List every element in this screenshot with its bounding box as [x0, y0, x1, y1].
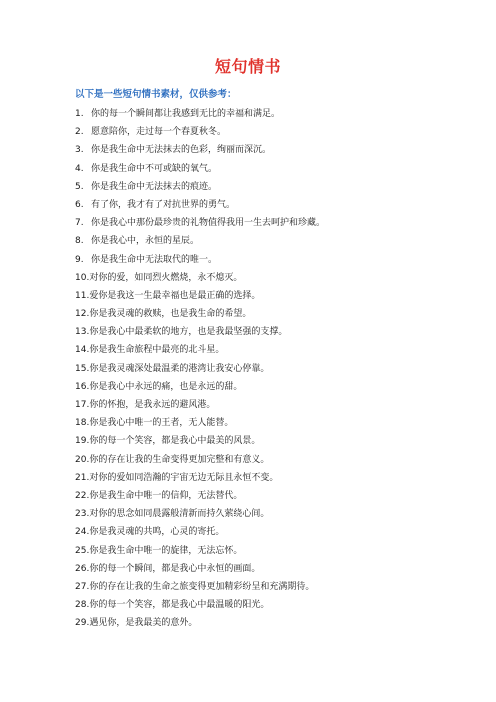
list-item-text: 你是我生命中不可或缺的氧气。: [91, 163, 218, 174]
list-item: [75, 578, 475, 596]
list-item-text: 你是我灵魂深处最温柔的港湾让我安心停靠。: [89, 363, 270, 374]
list-item-number: 13.: [75, 327, 90, 338]
list-item-text: 你的存在让我的生命之旅变得更加精彩纷呈和充满期待。: [89, 581, 315, 592]
list-item-text: 你的每一个瞬间都让我感到无比的幸福和满足。: [91, 109, 281, 119]
document-title: 短句情书: [214, 57, 281, 76]
list-item-number: 27.: [75, 581, 90, 592]
list-item-number: 12.: [75, 309, 90, 320]
list-item-number: 4.: [75, 163, 84, 174]
list-item-number: 18.: [75, 418, 90, 429]
list-item-number: 28.: [75, 600, 90, 611]
list-item-text: 你是我灵魂的共鸣，心灵的寄托。: [89, 527, 225, 538]
list-item-text: 你是我心中永远的痛，也是永远的甜。: [89, 381, 243, 392]
list-item: [75, 396, 475, 414]
phrase-list: [75, 105, 475, 632]
list-item: [75, 487, 475, 505]
list-item: [75, 523, 475, 541]
list-item-number: 17.: [75, 400, 90, 410]
list-item: [75, 451, 475, 469]
list-item-text: 你的每一个笑容，都是我心中最美的风景。: [89, 436, 261, 447]
list-item-number: 29.: [75, 618, 90, 629]
list-item-number: 11.: [75, 290, 90, 301]
list-item-number: 10.: [75, 272, 90, 283]
list-item-text: 你是我灵魂的救赎，也是我生命的希望。: [89, 309, 252, 320]
list-item: [75, 341, 475, 359]
list-item: [75, 123, 475, 141]
list-item-number: 3.: [75, 145, 84, 156]
list-item-number: 2.: [75, 127, 84, 138]
list-item-text: 爱你是我这一生最幸福也是最正确的选择。: [89, 290, 261, 301]
list-item: [75, 305, 475, 323]
list-item: [75, 432, 475, 450]
list-item: [75, 251, 475, 269]
list-item-number: 6.: [75, 199, 84, 210]
list-item-text: 你是我生命中无法取代的唯一。: [91, 254, 218, 265]
list-item-number: 20.: [75, 454, 90, 465]
list-item: [75, 542, 475, 560]
list-item-text: 你的每一个瞬间，都是我心中永恒的画面。: [89, 563, 261, 574]
list-item-text: 有了你，我才有了对抗世界的勇气。: [91, 199, 236, 210]
list-item: [75, 196, 475, 214]
list-item-text: 你是我生命中无法抹去的色彩，绚丽而深沉。: [91, 145, 272, 156]
list-item: [75, 360, 475, 378]
list-item-number: 7.: [75, 218, 84, 229]
list-item-text: 你是我生命中唯一的信仰，无法替代。: [89, 490, 243, 501]
list-item-text: 你是我生命旅程中最亮的北斗星。: [89, 345, 225, 356]
list-item: [75, 141, 475, 159]
list-item-number: 21.: [75, 472, 90, 483]
list-item: [75, 596, 475, 614]
list-item-number: 9.: [75, 254, 84, 265]
list-item-number: 5.: [75, 181, 84, 192]
list-item-text: 愿意陪你，走过每一个春夏秋冬。: [91, 127, 227, 138]
list-item: [75, 214, 475, 232]
list-item: [75, 505, 475, 523]
list-item-text: 你是我生命中唯一的旋律，无法忘怀。: [89, 545, 243, 556]
list-item-number: 15.: [75, 363, 90, 374]
list-item-number: 8.: [75, 236, 84, 247]
list-item-text: 你的每一个笑容，都是我心中最温暖的阳光。: [89, 600, 270, 611]
list-item: [75, 614, 475, 632]
list-item: [75, 178, 475, 196]
list-item: [75, 323, 475, 341]
list-item: [75, 232, 475, 250]
list-item: [75, 560, 475, 578]
list-item-number: 1.: [75, 109, 84, 119]
list-item: [75, 469, 475, 487]
list-item: [75, 378, 475, 396]
list-item-text: 你是我心中那份最珍贵的礼物值得我用一生去呵护和珍藏。: [91, 218, 326, 229]
list-item-text: 对你的爱如同浩瀚的宇宙无边无际且永恒不变。: [89, 472, 279, 483]
list-item-number: 26.: [75, 563, 90, 574]
list-item-text: 对你的爱，如同烈火燃烧，永不熄灭。: [89, 272, 243, 283]
list-item-text: 你是我心中，永恒的星辰。: [91, 236, 200, 247]
list-item: [75, 269, 475, 287]
list-item-text: 你是我心中唯一的王者，无人能替。: [89, 418, 234, 429]
list-item-text: 对你的思念如同晨露般清新而持久萦绕心间。: [89, 509, 270, 520]
list-item-text: 你的存在让我的生命变得更加完整和有意义。: [89, 454, 270, 465]
list-item-text: 你是我心中最柔软的地方，也是我最坚强的支撑。: [89, 327, 288, 338]
list-item: [75, 160, 475, 178]
list-item-number: 23.: [75, 509, 90, 520]
list-item-number: 19.: [75, 436, 90, 447]
list-item-number: 25.: [75, 545, 90, 556]
list-item: [75, 105, 475, 123]
list-item: [75, 414, 475, 432]
list-item-number: 22.: [75, 490, 90, 501]
list-item-number: 16.: [75, 381, 90, 392]
list-item-text: 你是我生命中无法抹去的痕迹。: [91, 181, 218, 192]
document-intro: 以下是一些短句情书素材，仅供参考：: [75, 89, 237, 100]
list-item: [75, 287, 475, 305]
list-item-number: 14.: [75, 345, 90, 356]
list-item-text: 遇见你，是我最美的意外。: [89, 618, 198, 629]
list-item-number: 24.: [75, 527, 90, 538]
list-item-text: 你的怀抱，是我永远的避风港。: [89, 400, 216, 410]
